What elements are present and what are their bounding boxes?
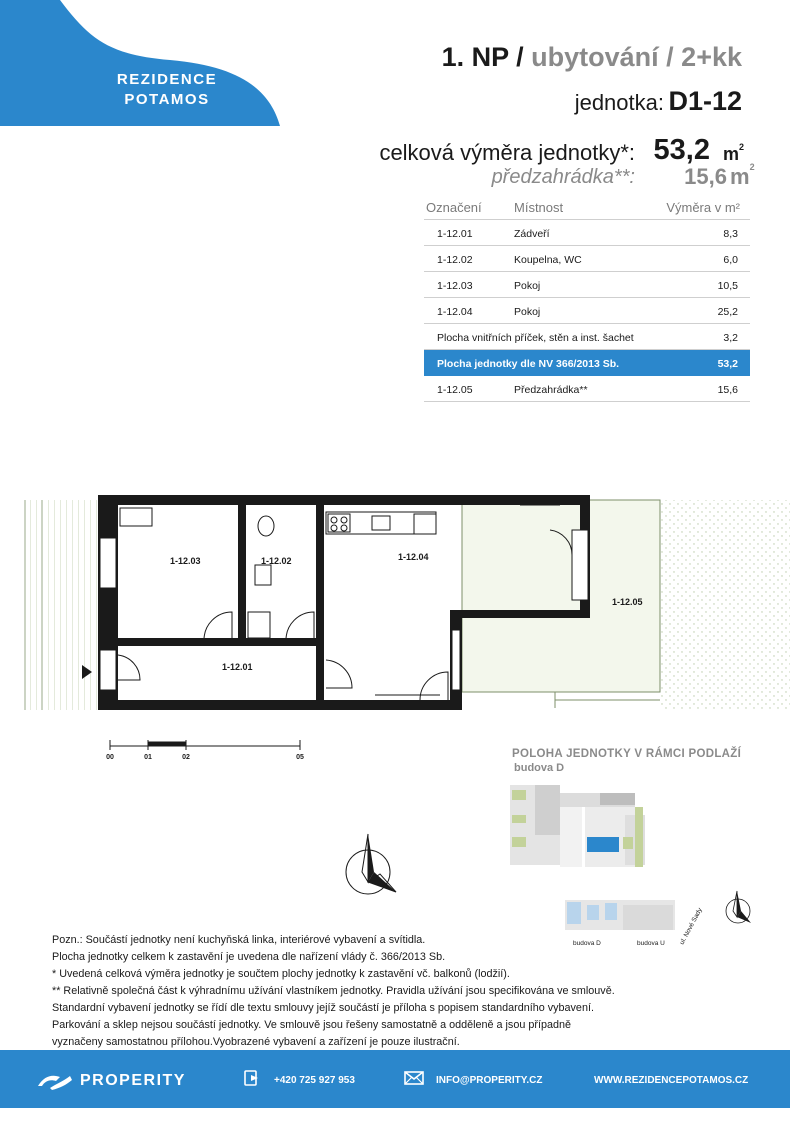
garden-area [462, 500, 660, 692]
note-line: ** Relativně společná část k výhradnímu užívání vlastníkem jednotky. Pravidla užívání jsou specifikována ve smlouvě. [52, 985, 615, 997]
phone-icon [243, 1069, 261, 1087]
table-header [424, 194, 750, 220]
walls-value: 3,2 [723, 332, 738, 344]
note-line: Standardní vybavení jednotky se řídí dle textu smlouvy jejíž součástí je příloha s popisem standardního vybavení. [52, 1002, 594, 1014]
street-label: ul. Nové Sady [678, 906, 704, 946]
building-u-label: budova U [637, 940, 665, 947]
room-area: 15,6 [717, 384, 738, 396]
table-row [424, 246, 750, 272]
garden-area-row [360, 162, 755, 192]
unit-label: jednotka: [574, 90, 664, 115]
brand-logo[interactable] [62, 70, 272, 110]
room-code: 1-12.02 [437, 254, 473, 266]
room-name: Koupelna, WC [514, 254, 582, 266]
rooms-table [424, 194, 750, 402]
room-name: Zádveří [514, 228, 550, 240]
mail-icon [404, 1069, 424, 1087]
title-separator: / [516, 42, 524, 72]
room-code: 1-12.05 [437, 384, 473, 396]
unit-identifier [575, 86, 742, 117]
unit-highlight [587, 837, 619, 852]
unit-total-value: 53,2 [717, 358, 738, 370]
unit-total-label: Plocha jednotky dle NV 366/2013 Sb. [437, 358, 620, 370]
scale-label: 02 [182, 754, 190, 761]
building-d-label: budova D [573, 940, 601, 947]
unit-total-row [424, 350, 750, 376]
total-area-unit: $m^2$ [723, 142, 745, 164]
total-area-row [360, 134, 750, 168]
col-area-header: Výměra v m² [666, 200, 740, 215]
location-title: POLOHA JEDNOTKY V RÁMCI PODLAŽÍ [512, 748, 742, 760]
room-label-1-12-02: 1-12.02 [261, 556, 292, 566]
properity-logo-icon [36, 1072, 74, 1090]
note-line: * Uvedená celková výměra jednotky je součtem plochy jednotky k zastavění vč. balkonů (lodžií). [52, 968, 510, 980]
note-line: Parkování a sklep nejsou součástí jednotky. Ve smlouvě jsou řešeny samostatně a odděleně a jsou případně [52, 1019, 571, 1031]
note-line: vyznačeny samostatnou přílohou.Vyobrazené vybavení a zařízení je pouze ilustrační. [52, 1036, 460, 1048]
notes [52, 932, 752, 1051]
scale-label: 05 [296, 754, 304, 761]
building-u-map [565, 900, 675, 930]
room-label-1-12-05: 1-12.05 [612, 597, 643, 607]
garden-dots [660, 500, 790, 710]
unit-type: ubytování / 2+kk [531, 42, 742, 72]
table-row [424, 220, 750, 246]
garden-area-label: předzahrádka**: [491, 166, 635, 188]
floor-plan [0, 490, 790, 730]
garden-area-unit: $m^2$ [730, 162, 755, 189]
footer-email[interactable]: INFO@PROPERITY.CZ [436, 1075, 543, 1086]
brand-line-1: REZIDENCE [116, 71, 218, 88]
footer-brand[interactable]: PROPERITY [80, 1072, 186, 1089]
walls-label: Plocha vnitřních příček, stěn a inst. šachet [437, 332, 634, 344]
brand-line-2: POTAMOS [124, 91, 210, 108]
scale-label: 01 [144, 754, 152, 761]
room-area: 8,3 [723, 228, 738, 240]
room-area: 25,2 [717, 306, 738, 318]
page-title [442, 42, 742, 73]
unit-id: D1-12 [668, 86, 742, 116]
footer-phone[interactable]: +420 725 927 953 [274, 1075, 355, 1086]
scale-label: 00 [106, 754, 114, 761]
table-row [424, 298, 750, 324]
room-name: Pokoj [514, 280, 541, 292]
note-line: Plocha jednotky celkem k zastavění je uvedena dle nařízení vlády č. 366/2013 Sb. [52, 951, 446, 963]
room-area: 6,0 [723, 254, 738, 266]
location-map [505, 745, 765, 955]
total-area-value: 53,2 [653, 134, 710, 166]
room-label-1-12-01: 1-12.01 [222, 662, 253, 672]
terrace-hatch [25, 500, 97, 710]
col-code-header: Označení [426, 200, 482, 215]
room-code: 1-12.01 [437, 228, 473, 240]
note-line: Pozn.: Součástí jednotky není kuchyňská linka, interiérové vybavení a svítidla. [52, 934, 426, 946]
room-code: 1-12.04 [437, 306, 473, 318]
room-label-1-12-03: 1-12.03 [170, 556, 201, 566]
scale-bar [100, 735, 320, 765]
north-arrow-small-icon [726, 891, 751, 923]
garden-row [424, 376, 750, 402]
total-area-label: celková výměra jednotky*: [379, 140, 635, 165]
col-room-header: Místnost [514, 200, 564, 215]
footer-website[interactable]: WWW.REZIDENCEPOTAMOS.CZ [594, 1075, 749, 1086]
table-row [424, 272, 750, 298]
room-name: Pokoj [514, 306, 541, 318]
room-code: 1-12.03 [437, 280, 473, 292]
north-arrow-icon [340, 830, 400, 900]
room-label-1-12-04: 1-12.04 [398, 552, 429, 562]
walls-row [424, 324, 750, 350]
garden-area-value: 15,6 [684, 164, 727, 189]
room-area: 10,5 [717, 280, 738, 292]
footer [0, 1050, 790, 1108]
room-name: Předzahrádka** [514, 384, 588, 396]
building-d-map [510, 785, 645, 867]
floor-label: 1. NP [441, 42, 509, 72]
location-subtitle: budova D [514, 762, 565, 774]
